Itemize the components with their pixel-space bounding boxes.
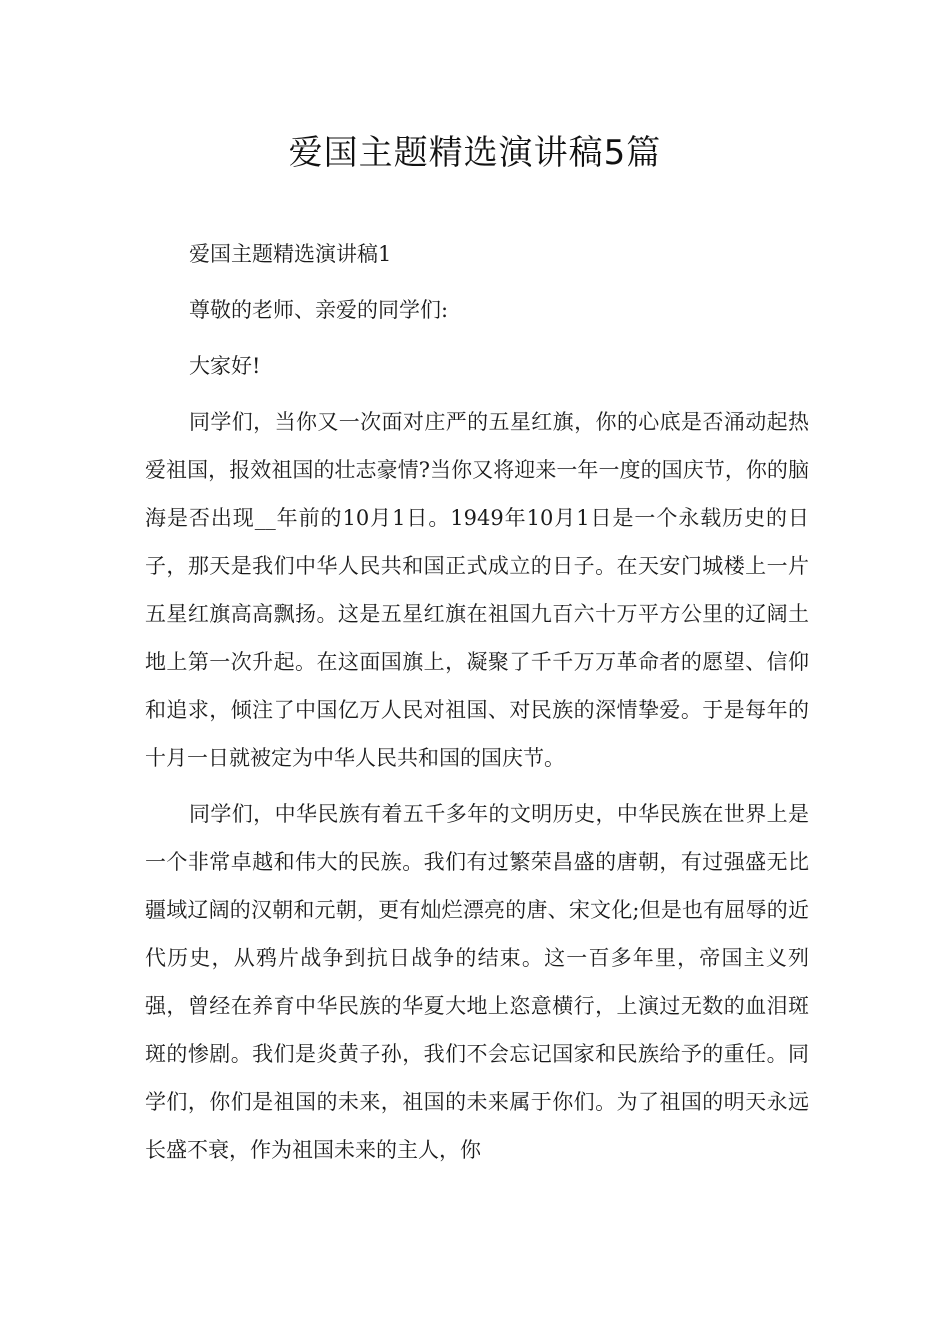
section-heading: 爱国主题精选演讲稿1 bbox=[189, 242, 392, 266]
body-paragraph: 同学们，当你又一次面对庄严的五星红旗，你的心底是否涌动起热爱祖国，报效祖国的壮志豪情?当你又将迎来一年一度的国庆节，你的脑海是否出现__年前的10月1日。1949年10月1日是一个永载历史的日子，那天是我们中华人民共和国正式成立的日子。在天安门城楼上一片五星红旗高高飘扬。这是五星红旗在祖国九百六十万平方公里的辽阔土地上第一次升起。在这面国旗上，凝聚了千千万万革命者的愿望、信仰和追求，倾注了中国亿万人民对祖国、对民族的深情挚爱。于是每年的十月一日就被定为中华人民共和国的国庆节。 bbox=[145, 410, 809, 770]
salutation: 尊敬的老师、亲爱的同学们: bbox=[189, 298, 449, 322]
greeting: 大家好! bbox=[189, 354, 261, 378]
body-paragraph: 同学们，中华民族有着五千多年的文明历史，中华民族在世界上是一个非常卓越和伟大的民族。我们有过繁荣昌盛的唐朝，有过强盛无比疆域辽阔的汉朝和元朝，更有灿烂漂亮的唐、宋文化;但是也有屈辱的近代历史，从鸦片战争到抗日战争的结束。这一百多年里，帝国主义列强，曾经在养育中华民族的华夏大地上恣意横行，上演过无数的血泪斑斑的惨剧。我们是炎黄子孙，我们不会忘记国家和民族给予的重任。同学们，你们是祖国的未来，祖国的未来属于你们。为了祖国的明天永远长盛不衰，作为祖国未来的主人，你 bbox=[145, 802, 809, 1162]
page-title: 爱国主题精选演讲稿5篇 bbox=[288, 133, 662, 173]
document-body bbox=[145, 230, 809, 1182]
